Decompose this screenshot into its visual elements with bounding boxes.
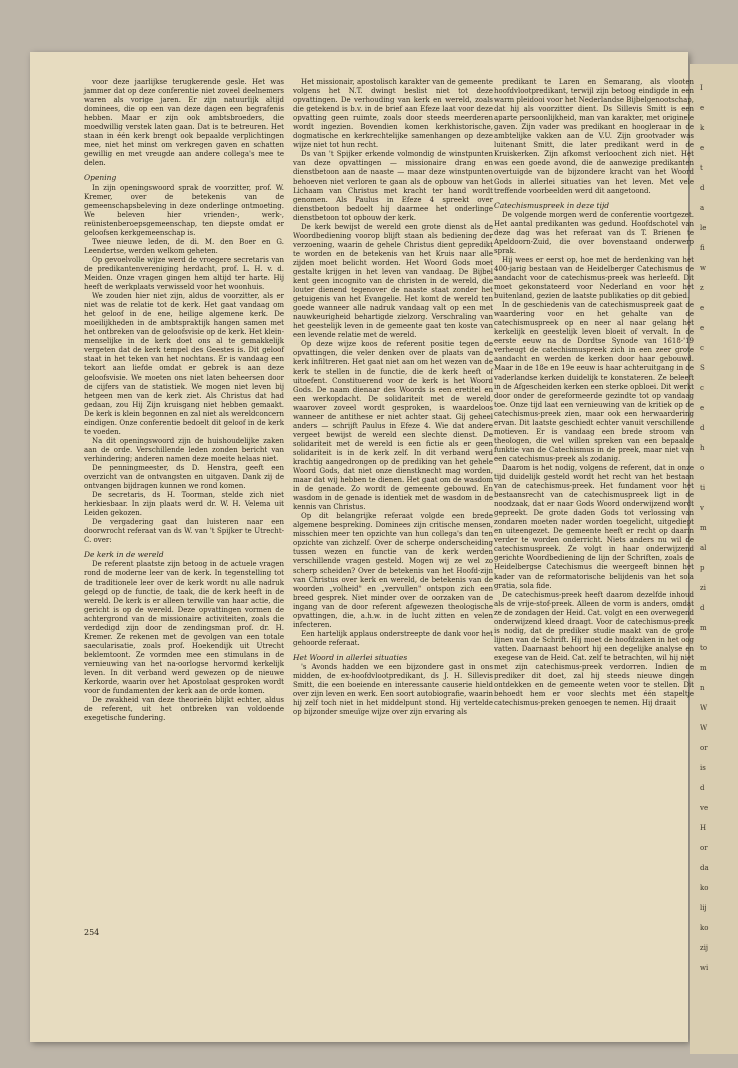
adjacent-page-text-fragment: lij	[700, 904, 707, 912]
adjacent-page-text-fragment: n	[700, 684, 705, 692]
page-number: 254	[84, 928, 100, 937]
adjacent-page-text-fragment: is	[700, 764, 706, 772]
adjacent-page-text-fragment: v	[700, 504, 704, 512]
adjacent-page-text-fragment: le	[700, 224, 707, 232]
paragraph: In zijn openingswoord sprak de voorzitter, prof. W. Kremer, over de betekenis van de gemeenschapsbeleving in deze onderlinge ontmoeting. We beleven hier vrienden-, werk-, reünistenberoepsgemeenschap, ten diepste omdat er geloofsen kerkgemeenschap is.	[84, 183, 284, 237]
paragraph: In de geschiedenis van de catechismuspreek gaat de waardering voor en het gehalte van de catechismuspreek op en neer al naar gelang het kerkelijk en geestelijk leven bloeit of vervalt. In de eerste eeuw na de Dordtse Synode van 1618-'19 verheugt de catechismuspreek zich in een zeer grote aandacht en werden de kerken door haar gebouwd. Maar in de 18e en 19e eeuw is haar achteruitgang in de vaderlandse kerken duidelijk te konstateren. Ze beleeft in de Afgescheiden kerken een sterke opbloei. Dit werkt door onder de gereformeerde gezindte tot op vandaag toe. Onze tijd laat een vernieuwing van de kritiek op de catechismus-preek zien, maar ook een herwaardering ervan. Dit laatste geschiedt echter vanuit verschillende motieven. Er is vandaag een brede stroom van theologen, die wel willen spreken van een bepaalde funktie van de Catechismus in de preek, maar niet van een catechismus-preek als zodanig.	[494, 301, 694, 463]
adjacent-page-text-fragment: p	[700, 564, 705, 572]
paragraph: Op dit belangrijke referaat volgde een brede algemene bespreking. Dominees zijn critische mensen, misschien meer ten opzichte van hun collega's dan ten opzichte van zichzelf. Over de scherpe onderscheiding tussen wezen en functie van de kerk werden verschillende vragen gesteld. Mogen wij ze wel zo scherp scheiden? Over de betekenis van het Hoofd-zijn van Christus over kerk en wereld, de betekenis van de woorden „volheid" en „vervullen" ontspon zich een breed gesprek. Niet minder over de oorzaken van de ingang van de door referent afgewezen theologische opvattingen, die, a.h.w. in de lucht zitten en velen infecteren.	[293, 512, 493, 629]
adjacent-page-text-fragment: ko	[700, 924, 709, 932]
paragraph: De vergadering gaat dan luisteren naar een doorwrocht referaat van ds W. van 't Spijker te Utrecht-C. over:	[84, 518, 284, 545]
adjacent-page-text-fragment: fi	[700, 244, 705, 252]
adjacent-page-text-fragment: d	[700, 184, 705, 192]
adjacent-page-text-fragment: d	[700, 424, 705, 432]
adjacent-page-text-fragment: or	[700, 744, 708, 752]
paragraph: De catechismus-preek heeft daarom dezelfde inhoud als de vrije-stof-preek. Alleen de vorm is anders, omdat ze de zondagen der Heid. Cat. volgt en een overwegend onderwijzend kleed draagt. Voor de catechismus-preek is nodig, dat de prediker studie maakt van de grote lijnen van de Schrift. Hij moet de hoofdzaken in het oog vatten. Daarnaast behoort hij een degelijke analyse en exegese van de Heid. Cat. zelf te betrachten, wil hij niet met zijn catechismus-preek verdorren. Indien de prediker dit doet, zal hij steeds nieuwe dingen ontdekken en de gemeente weten voor te stellen. Dit behoedt hem er voor slechts met één stapeltje catechismus-preken genoegen te nemen. Hij draait	[494, 590, 694, 708]
paragraph: We zouden hier niet zijn, aldus de voorzitter, als er niet was de relatie tot de kerk. Het gaat vandaag om het geloof in de ene, heilige algemene kerk. De moeilijkheden in de ambtspraktijk hangen samen met het ontbreken van de geloofsvisie op de kerk. Het klein-menselijke in de kerk doet ons al te gemakkelijk vergeten dat de kerk tempel des Geestes is. Dit geloof staat in het teken van het nochtans. Er is vandaag een tekort aan liefde omdat er gebrek is aan deze geloofsvisie. We moeten ons niet laten beheersen door de cijfers van de statistiek. We mogen niet leven bij hetgeen men van de kerk ziet. Als Christus dat had gedaan, zou Hij Zijn kruisgang niet hebben gemaakt. De kerk is klein begonnen en zal niet als wereldconcern eindigen. Onze conferentie bedoelt dit geloof in de kerk te voeden.	[84, 292, 284, 436]
section-heading-kerk-in-de-wereld: De kerk in de wereld	[84, 550, 164, 560]
adjacent-page-text-fragment: a	[700, 204, 705, 212]
adjacent-page-text-fragment: W	[700, 704, 708, 712]
adjacent-page-text-fragment: o	[700, 464, 705, 472]
section-heading-woord-situaties: Het Woord in allerlei situaties	[293, 652, 408, 662]
adjacent-page-text-fragment: m	[700, 524, 707, 532]
adjacent-page-text-fragment: c	[700, 384, 704, 392]
paragraph: Ds van 't Spijker erkende volmondig de winstpunten van deze opvattingen — missionaire drang en dienstbetoon aan de naaste — maar deze winstpunten behoeven niet verloren te gaan als de opbouw van het Lichaam van Christus met kracht ter hand wordt genomen. Als Paulus in Efeze 4 spreekt over dienstbetoon bedoelt hij daarmee het onderlinge dienstbetoon tot opbouw der kerk.	[293, 150, 493, 222]
adjacent-page-text-fragment: z	[700, 284, 704, 292]
paragraph: voor deze jaarlijkse terugkerende gesle. Het was jammer dat op deze conferentie niet zoveel deelnemers waren als vorige jaren. Er zijn natuurlijk altijd dominees, die op een van deze dagen een begrafenis hebben. Maar er zijn ook ambtsbroeders, die moedwillig verstek laten gaan. Dat is te betreuren. Het staan in één kerk brengt ook bepaalde verplichtingen mee, niet het minst om verkregen gaven en schatten gewillig en met vreugde aan andere collega's mee te delen.	[84, 78, 284, 168]
paragraph: De volgende morgen werd de conferentie voortgezet. Het aantal predikanten was gedund. Hoofdschotel van deze dag was het referaat van ds T. Brienen te Apeldoorn-Zuid, die over bovenstaand onderwerp sprak.	[494, 210, 694, 255]
adjacent-page-text-fragment: e	[700, 304, 705, 312]
paragraph: De secretaris, ds H. Toorman, stelde zich niet herkiesbaar. In zijn plaats werd dr. W. H. Velema uit Leiden gekozen.	[84, 491, 284, 518]
adjacent-page-text-fragment: ko	[700, 884, 709, 892]
text-column-1	[84, 78, 284, 723]
paragraph: Na dit openingswoord zijn de huishoudelijke zaken aan de orde. Verschillende leden zonden bericht van verhindering; anderen namen deze moeite helaas niet.	[84, 436, 284, 463]
adjacent-page-text-fragment: zij	[700, 944, 709, 952]
adjacent-page-text-fragment: m	[700, 624, 707, 632]
adjacent-page-text-fragment: e	[700, 104, 705, 112]
paragraph: De kerk bewijst de wereld een grote dienst als de Woordbediening voorop blijft staan als bediening der verzoening, waarin de gehele Christus dient gepredikt te worden en de betekenis van het Kruis naar alle zijden moet belicht worden. Het Woord Gods moet gestalte krijgen in het leven van vandaag. De Bijbel kent geen incognito van de christen in de wereld, die louter dienend tegenover de naaste staat zonder het getuigenis van het Evangelie. Het komt de wereld ten goede wanneer alle nadruk vandaag valt op een met nauwkeurigheid behartigde zielzorg. Verschraling van het geestelijk leven in de gemeente gaat ten koste van een levende relatie met de wereld.	[293, 222, 493, 340]
adjacent-page-text-fragment: d	[700, 784, 705, 792]
adjacent-page-text-fragment: ve	[700, 804, 709, 812]
paragraph: Daarom is het nodig, volgens de referent, dat in onze tijd duidelijk gesteld wordt het recht van het bestaan van de catechismus-preek. Het fundament voor het bestaansrecht van de catechismuspreek ligt in de noodzaak, dat er naar Gods Woord onderwijzend wordt gepreekt. De grote daden Gods tot verlossing van zondaren moeten nader worden toegelicht, uitgediept en uiteengezet. De gemeente heeft er recht op daarin verder te worden onderricht. Niets anders nu wil de catechismuspreek. Ze volgt in haar onderwijzend gerichte Woordbediening de lijn der Schriften, zoals de Heidelbergse Catechismus die weergeeft binnen het kader van de reformatorische belijdenis van het sola gratia, sola fide.	[494, 463, 694, 590]
adjacent-page-text-fragment: e	[700, 144, 705, 152]
adjacent-page-text-fragment: wi	[700, 964, 709, 972]
adjacent-page-text-fragment: k	[700, 124, 705, 132]
adjacent-page-text-fragment: t	[700, 164, 703, 172]
adjacent-page-text-fragment: al	[700, 544, 707, 552]
paragraph: predikant te Laren en Semarang, als vlooten hoofdvlootpredikant, terwijl zijn betoog eindigde in een warm pleidooi voor het Nederlandse Bijbelgenootschap, dat hij als voorzitter dient. Ds Sillevis Smitt is een aparte persoonlijkheid, man van karakter, met originele gaven. Zijn vader was predikant en hoogleraar in de ambtelijke vakken aan de V.U. Zijn grootvader was luitenant Smitt, die later predikant werd in de Kruiskerken. Zijn afkomst verloochent zich niet. Het was een goede avond, die de aanwezige predikanten overtuigde van de bijzondere kracht van het Woord Gods in allerlei situaties van het leven. Met vele treffende voorbeelden werd dit aangetoond.	[494, 78, 694, 195]
paragraph: Een hartelijk applaus onderstreepte de dank voor het gehoorde referaat.	[293, 629, 493, 647]
adjacent-page-text-fragment: e	[700, 404, 705, 412]
adjacent-page-text-fragment: S	[700, 364, 705, 372]
adjacent-page-text-fragment: da	[700, 864, 709, 872]
text-column-3	[494, 78, 694, 708]
paragraph: De referent plaatste zijn betoog in de actuele vragen rond de moderne leer van de kerk. In tegenstelling tot de traditionele leer over de kerk wordt nu alle nadruk gelegd op de functie, de taak, die de kerk heeft in de wereld. De kerk is er alleen terwille van haar actie, die gericht is op de wereld. Deze opvattingen vormen de achtergrond van de missionaire activiteiten, zoals die verdedigd zijn door de zendingsman prof. dr. H. Kremer. Ze rekenen met de gevolgen van een totale saecularisatie, zoals prof. Hoekendijk uit Utrecht beklemtoont. Ze vormden mee een stimulans in de vernieuwing van het na-oorlogse hervormd kerkelijk leven. In dit verband werd gewezen op de nieuwe Kerkorde, waarin over het Apostolaat gesproken wordt voor de fundamenten der kerk aan de orde komen.	[84, 560, 284, 696]
adjacent-page-text-fragment: m	[700, 664, 707, 672]
adjacent-page-text-fragment: I	[700, 84, 703, 92]
adjacent-page-text-fragment: c	[700, 344, 704, 352]
adjacent-page-text-fragment: d	[700, 604, 705, 612]
text-column-2	[293, 78, 493, 717]
section-heading-catechismuspreek: Catechismuspreek in deze tijd	[494, 200, 610, 210]
paragraph: Het missionair, apostolisch karakter van de gemeente volgens het N.T. dwingt beslist niet tot deze opvattingen. De verhouding van kerk en wereld, zoals die getekend is b.v. in de brief aan Efeze laat voor deze opvatting geen ruimte, zoals door steeds meerderen wordt ingezien. Bovendien komen kerkhistorische, dogmatische en kerkrechtelijke samenhangen op deze wijze niet tot hun recht.	[293, 78, 493, 150]
adjacent-page-text-fragment: w	[700, 264, 706, 272]
adjacent-page-text-fragment: or	[700, 844, 708, 852]
adjacent-page-text-fragment: h	[700, 444, 705, 452]
paragraph: De penningmeester, ds D. Henstra, geeft een overzicht van de ontvangsten en uitgaven. Dank zij de ontvangen bijdragen kunnen we rond komen.	[84, 463, 284, 491]
paragraph: Op gevoelvolle wijze werd de vroegere secretaris van de predikantenvereniging herdacht, prof. L. H. v. d. Meiden. Onze vragen gingen hem altijd ter harte. Hij heeft de werkplaats verwisseld voor het woonhuis.	[84, 255, 284, 292]
adjacent-page-text-fragment: H	[700, 824, 707, 832]
paragraph: 's Avonds hadden we een bijzondere gast in ons midden, de ex-hoofdvlootpredikant, ds J. H. Sillevis Smitt, die een boeiende en interessante causerie hield over zijn leven en werk. Een soort autobiografie, waarin hij zelf toch niet in het middelpunt stond. Hij vertelde op bijzonder smeuïge wijze over zijn ervaring als	[293, 663, 493, 717]
paragraph: De zwakheid van deze theorieën blijkt echter, aldus de referent, uit het ontbreken van voldoende exegetische fundering.	[84, 696, 284, 723]
paragraph: Op deze wijze koos de referent positie tegen de opvattingen, die veler denken over de plaats van de kerk infiltreren. Het gaat niet aan om het wezen van de kerk te stellen in de functie, die de kerk heeft of uitoefent. Constituerend voor de kerk is het Woord Gods. De naam dienaar des Woords is een eretitel en een werkopdacht. De solidariteit met de wereld, waarover zoveel wordt gesproken, is waardeloos wanneer de antithese er niet achter staat. Gij geheel anders — schrijft Paulus in Efeze 4. Wie dat andere vergeet bewijst de wereld een slechte dienst. De solidariteit met de wereld is een fictie als er geen solidariteit is in de kerk zelf. In dit verband werd krachtig aangedrongen op de prediking van het gehele Woord Gods, dat niet onze dienstknecht mag worden, maar dat wij hebben te dienen. Het gaat om de wasdom in de genade. Zo wordt de gemeente gebouwd. En wasdom in de genade is identiek met de wasdom in de kennis van Christus.	[293, 340, 493, 512]
adjacent-page-text-fragment: ti	[700, 484, 706, 492]
paragraph: Twee nieuwe leden, de di. M. den Boer en G. Leendertse, werden welkom geheten.	[84, 237, 284, 255]
adjacent-page-text-fragment: to	[700, 644, 708, 652]
paragraph: Hij wees er eerst op, hoe met de herdenking van het 400-jarig bestaan van de Heidelberger Catechismus de aandacht voor de catechismus-preek was herleefd. Dit moet gekonstateerd voor Nederland en voor het buitenland, gezien de laatste publikaties op dit gebied.	[494, 255, 694, 301]
adjacent-page-edge	[690, 64, 738, 1054]
adjacent-page-text-fragment: W	[700, 724, 708, 732]
adjacent-page-text-fragment: zi	[700, 584, 706, 592]
section-heading-opening: Opening	[84, 173, 117, 183]
adjacent-page-text-fragment: e	[700, 324, 705, 332]
